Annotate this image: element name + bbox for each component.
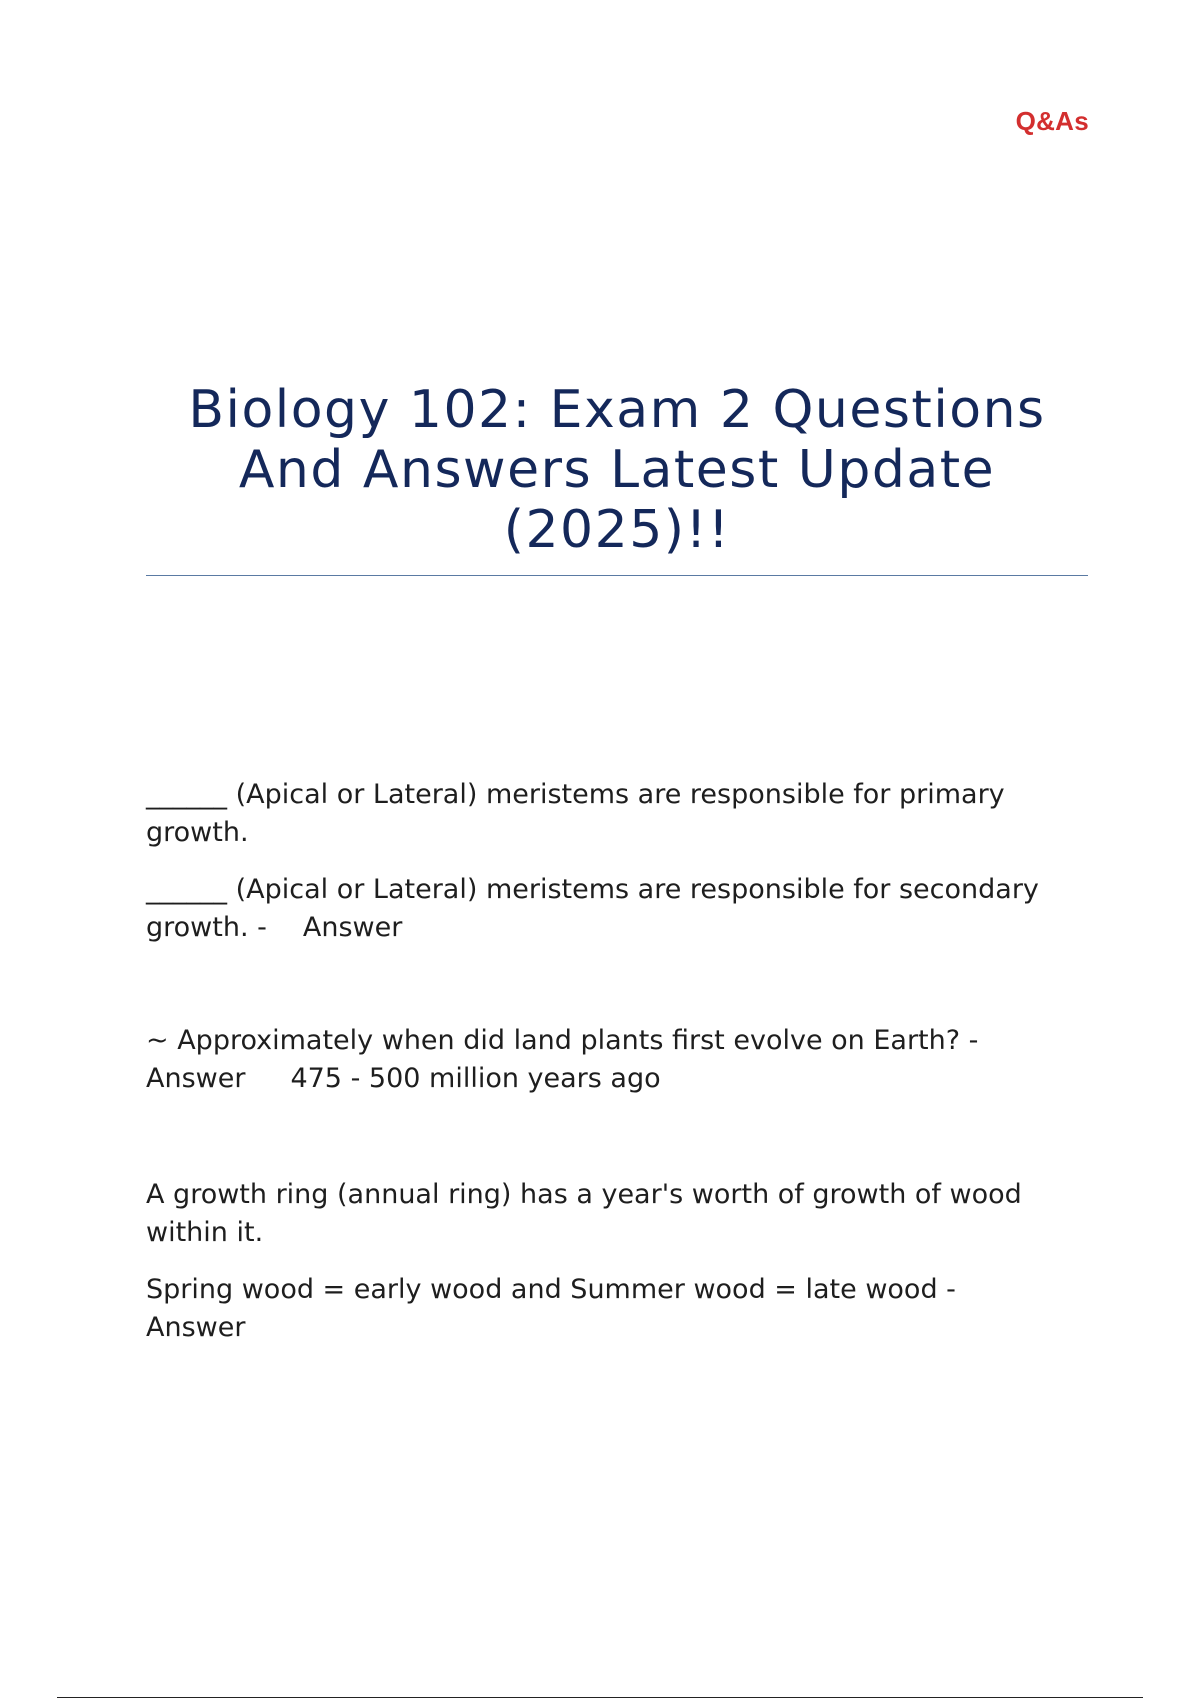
title-divider <box>146 575 1088 576</box>
qa-item-2 <box>146 1022 1091 1098</box>
answer-label: Answer <box>302 912 403 943</box>
qa-item-1 <box>146 776 1091 947</box>
answer-label: Answer <box>146 1063 246 1094</box>
question-continuation: Spring wood = early wood and Summer wood = late wood - <box>146 1274 956 1305</box>
footer-divider <box>57 1697 1143 1698</box>
answer-label: Answer <box>146 1312 246 1343</box>
qa-item-3 <box>146 1176 1091 1347</box>
spacer <box>146 947 1091 1022</box>
answer-text: 475 - 500 million years ago <box>290 1063 661 1094</box>
qa-header-tag: Q&As <box>1015 106 1089 136</box>
page-title: Biology 102: Exam 2 Questions And Answers Latest Update (2025)!! <box>188 380 1046 560</box>
question-text: ~ Approximately when did land plants first evolve on Earth? - <box>146 1025 979 1056</box>
qa-content <box>146 776 1091 1347</box>
question-continuation <box>146 871 1091 947</box>
question-continuation-text: ______ (Apical or Lateral) meristems are responsible for secondary growth. - <box>146 874 1039 943</box>
spacer <box>146 1098 1091 1176</box>
answer-line <box>146 1060 1091 1098</box>
question-text: ______ (Apical or Lateral) meristems are responsible for primary growth. <box>146 779 1005 848</box>
question-text: A growth ring (annual ring) has a year's worth of growth of wood within it. <box>146 1179 1022 1248</box>
